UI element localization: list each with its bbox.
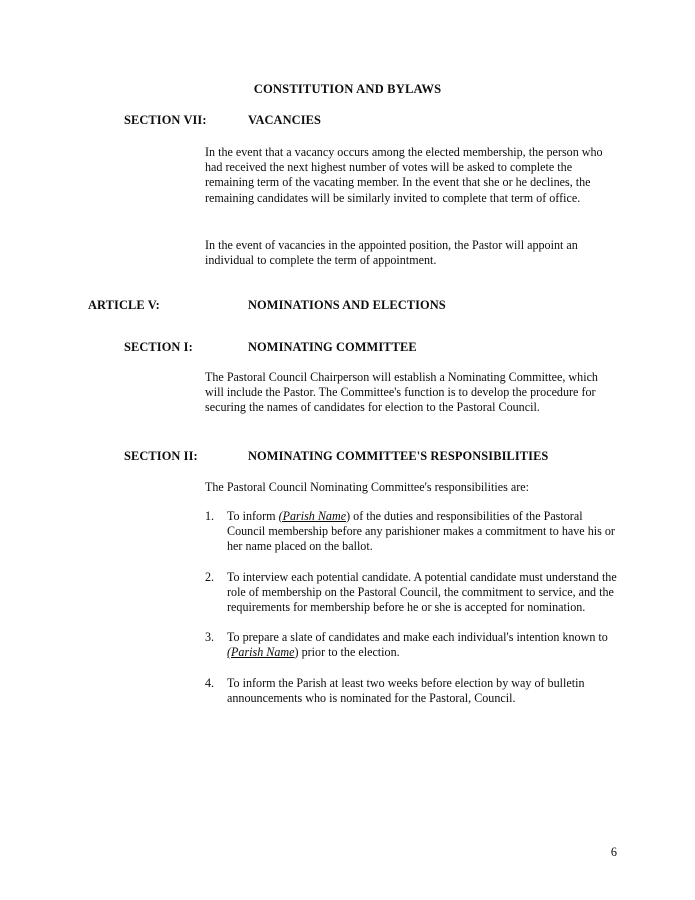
heading-section-ii <box>124 449 548 464</box>
parish-name-close-paren: ) <box>346 509 351 523</box>
paragraph-vacancies-2: In the event of vacancies in the appointed position, the Pastor will appoint an individual to complete the term of appointment. <box>205 238 578 268</box>
list-item <box>205 570 617 616</box>
heading-section-ii-label: SECTION II: <box>124 449 198 463</box>
list-item-text-before: To prepare a slate of candidates and make each individual's intention known to <box>227 630 608 645</box>
heading-section-ii-title: NOMINATING COMMITTEE'S RESPONSIBILITIES <box>248 449 549 463</box>
heading-article-v-title: NOMINATIONS AND ELECTIONS <box>248 298 446 312</box>
heading-article-v-label: ARTICLE V: <box>88 298 160 312</box>
list-item-text <box>227 509 615 553</box>
heading-article-v <box>88 298 446 313</box>
list-item-number: 1. <box>205 509 215 523</box>
heading-section-i-label: SECTION I: <box>124 340 193 354</box>
list-item <box>205 676 617 706</box>
heading-section-i <box>124 340 417 355</box>
parish-name-placeholder: (Parish Name <box>278 509 347 523</box>
paragraph-nominating-committee: The Pastoral Council Chairperson will establish a Nominating Committee, which will include the Pastor. The Committee's function is to develop the procedure for securing the names of candidates for election to the Pastoral Council. <box>205 370 598 415</box>
list-item <box>205 630 617 660</box>
list-item-text-before: To inform <box>227 509 279 523</box>
list-item-number: 4. <box>205 675 215 690</box>
responsibilities-list <box>205 509 617 706</box>
list-item-number: 3. <box>205 630 215 645</box>
list-item-number: 2. <box>205 569 215 584</box>
list-item <box>205 509 617 555</box>
heading-section-vii <box>124 113 321 128</box>
list-item-text <box>227 570 617 614</box>
heading-section-vii-label: SECTION VII: <box>124 113 207 127</box>
list-item-text-after: of the duties and responsibilities of the Pastoral Council membership before any parishioner makes a commitment to have his or her name placed on the ballot. <box>227 509 615 554</box>
page-number: 6 <box>610 845 617 859</box>
paragraph-responsibilities-intro: The Pastoral Council Nominating Committee's responsibilities are: <box>205 480 529 494</box>
heading-section-i-title: NOMINATING COMMITTEE <box>248 340 417 354</box>
list-item-text-before: To interview each potential candidate. A potential candidate must understand the role of membership on the Pastoral Council, the commitment to service, and the requirements for membership before he or she is accepted for nomination. <box>227 569 617 615</box>
heading-section-vii-title: VACANCIES <box>248 113 321 127</box>
list-item-text <box>227 630 608 659</box>
parish-name-placeholder: (Parish Name <box>227 645 295 660</box>
page-title: CONSTITUTION AND BYLAWS <box>253 82 442 96</box>
paragraph-vacancies-1: In the event that a vacancy occurs among the elected membership, the person who had received the next highest number of votes will be asked to complete the remaining term of the vacating member. In the event that she or he declines, the remaining candidates will be similarly invited to complete that term of office. <box>205 145 603 205</box>
list-item-text-before: To inform the Parish at least two weeks before election by way of bulletin announcements who is nominated for the Pastoral, Council. <box>227 675 585 705</box>
parish-name-close-paren: ) <box>294 645 299 660</box>
list-item-text-after: prior to the election. <box>298 645 400 660</box>
list-item-text <box>227 676 585 705</box>
